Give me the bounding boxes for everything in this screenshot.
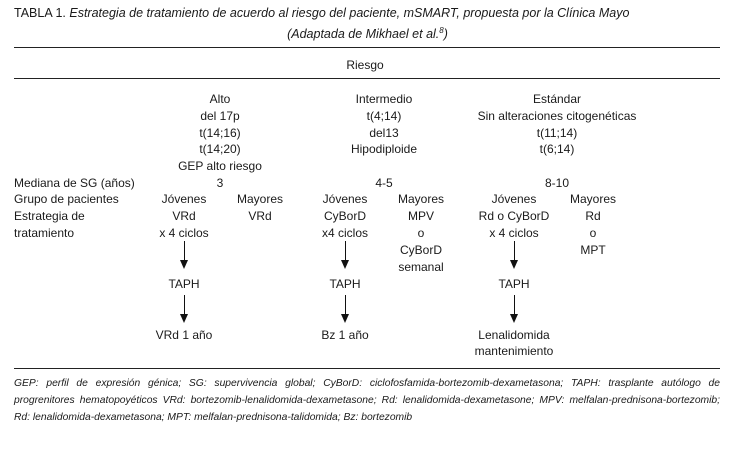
transplant-intermediate: TAPH: [329, 277, 361, 291]
risk-high-name: Alto: [209, 92, 231, 106]
risk-standard-name: Estándar: [532, 92, 582, 106]
table-title: [14, 5, 629, 21]
arrow-down-icon: [341, 260, 349, 269]
induction-intermediate: CyBorD: [323, 209, 366, 223]
induction-standard: Rd o CyBorD: [478, 209, 550, 223]
arrow-shaft: [514, 241, 515, 261]
risk-header: Riesgo: [346, 58, 384, 72]
arrow-down-icon: [510, 314, 518, 323]
table-subtitle: (Adaptada de Mikhael et al.$^8$): [287, 26, 448, 42]
criteria-item: t(11;14): [536, 126, 578, 140]
median-os-standard: 8-10: [544, 176, 570, 190]
treatment-old-intermediate: MPV: [407, 209, 434, 223]
treatment-old-intermediate-or: o: [417, 226, 425, 240]
criteria-item: t(6;14): [539, 142, 575, 156]
treatment-old-intermediate-weekly: semanal: [398, 260, 444, 274]
induction-high: VRd: [172, 209, 196, 223]
footnote: GEP: perfil de expresión génica; SG: supervivencia global; CyBorD: ciclofosfamida-bortezomib-dexametasona; TAPH: trasplante autólogo de progrenitores hematopoyéticos VRd: bortezomib-lenalidomida-dexametasone; Rd: lenalidomida-dexametasone; MPV: melfalan-prednisona-bortezomib; Rd: lenalidomida-dexametasona; MPT: melfalan-prednisona-talidomida; Bz: bortezomib: [14, 378, 720, 423]
risk-intermediate-name: Intermedio: [355, 92, 413, 106]
row-label-patient-group: Grupo de pacientes: [14, 192, 119, 206]
criteria-item: t(14;16): [199, 126, 241, 140]
top-rule: [14, 47, 720, 48]
arrow-shaft: [184, 295, 185, 315]
treatment-old-standard-or: o: [589, 226, 597, 240]
maintenance-standard: Lenalidomida: [478, 328, 550, 342]
induction-intermediate-cycles: x4 ciclos: [321, 226, 368, 240]
induction-high-cycles: x 4 ciclos: [159, 226, 209, 240]
group-old-high: Mayores: [236, 192, 283, 206]
maintenance-high: VRd 1 año: [155, 328, 213, 342]
criteria-item: Sin alteraciones citogenéticas: [477, 109, 637, 123]
criteria-item: del 17p: [200, 109, 240, 123]
arrow-down-icon: [510, 260, 518, 269]
group-young-intermediate: Jóvenes: [322, 192, 368, 206]
group-old-intermediate: Mayores: [397, 192, 444, 206]
row-label-strategy-cont: tratamiento: [14, 226, 75, 240]
row-label-median-os: Mediana de SG (años): [14, 176, 135, 190]
transplant-standard: TAPH: [498, 277, 530, 291]
induction-standard-cycles: x 4 ciclos: [489, 226, 539, 240]
table-caption: Estrategia de tratamiento de acuerdo al riesgo del paciente, mSMART, propuesta por la Clínica Mayo: [69, 6, 630, 20]
criteria-item: del13: [369, 126, 399, 140]
arrow-shaft: [184, 241, 185, 261]
maintenance-standard-cont: mantenimiento: [474, 344, 554, 358]
bottom-rule: [14, 368, 720, 369]
arrow-down-icon: [180, 314, 188, 323]
header-rule: [14, 78, 720, 79]
treatment-old-intermediate-alt: CyBorD: [399, 243, 442, 257]
row-label-strategy: Estrategia de: [14, 209, 85, 223]
median-os-high: 3: [216, 176, 224, 190]
group-old-standard: Mayores: [569, 192, 616, 206]
treatment-old-high: VRd: [248, 209, 272, 223]
arrow-down-icon: [180, 260, 188, 269]
arrow-shaft: [514, 295, 515, 315]
arrow-shaft: [345, 241, 346, 261]
group-young-standard: Jóvenes: [491, 192, 537, 206]
criteria-item: Hipodiploide: [350, 142, 418, 156]
table-number: TABLA 1.: [14, 6, 66, 20]
transplant-high: TAPH: [168, 277, 200, 291]
criteria-item: t(4;14): [366, 109, 402, 123]
criteria-item: GEP alto riesgo: [178, 159, 262, 173]
arrow-shaft: [345, 295, 346, 315]
arrow-down-icon: [341, 314, 349, 323]
group-young-high: Jóvenes: [161, 192, 207, 206]
maintenance-intermediate: Bz 1 año: [321, 328, 369, 342]
treatment-old-standard: Rd: [585, 209, 601, 223]
criteria-item: t(14;20): [199, 142, 241, 156]
median-os-intermediate: 4-5: [375, 176, 393, 190]
treatment-old-standard-alt: MPT: [580, 243, 606, 257]
